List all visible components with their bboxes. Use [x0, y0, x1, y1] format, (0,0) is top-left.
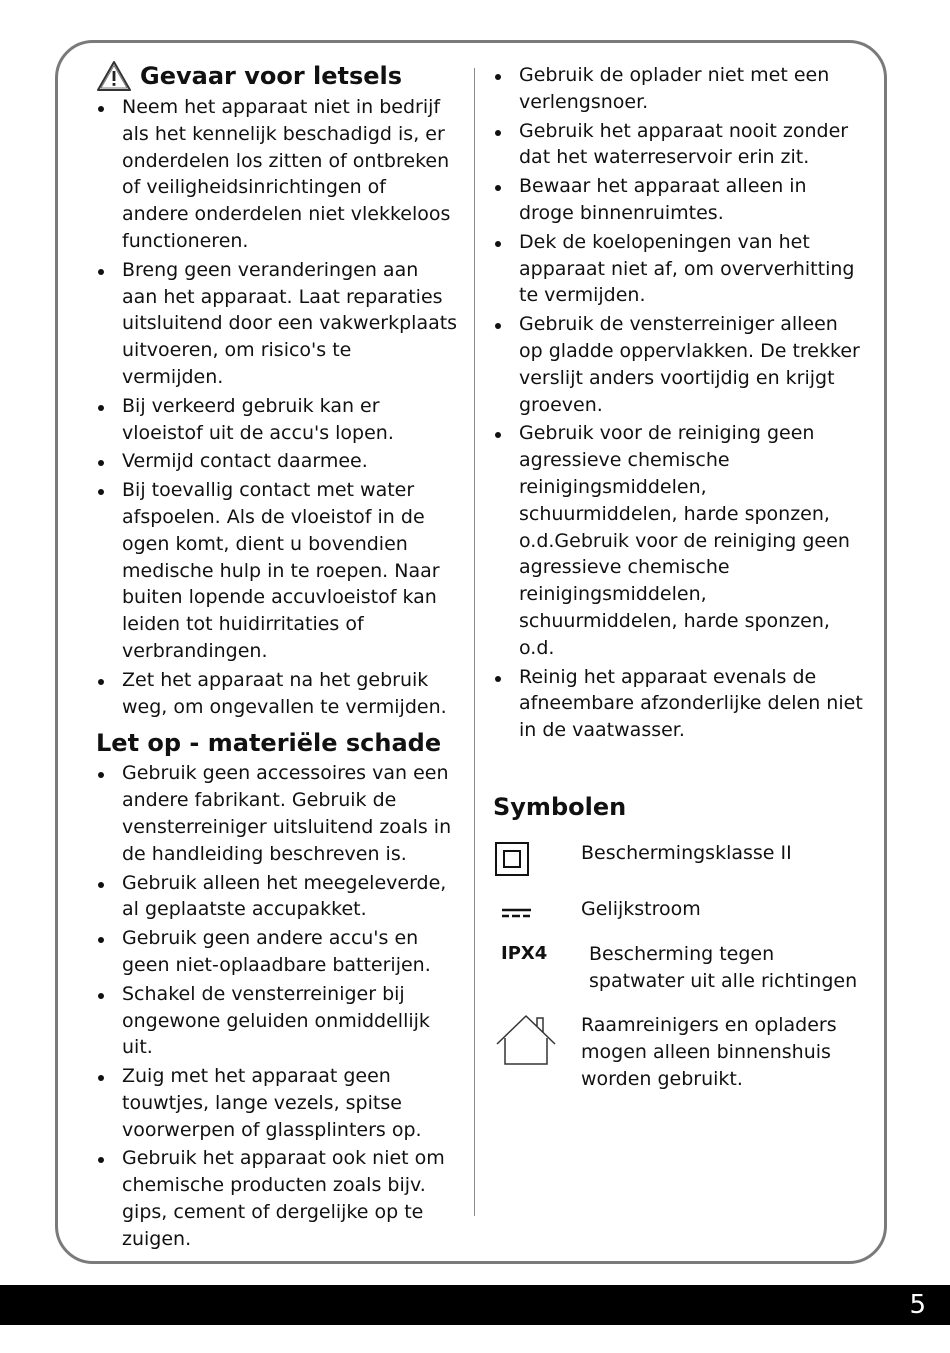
column-divider	[474, 68, 475, 1216]
list-item: Gebruik geen andere accu's en geen niet-oplaadbare batterijen.	[96, 925, 458, 979]
list-item: Breng geen veranderingen aan aan het apparaat. Laat reparaties uitsluitend door een vakwerkplaats uitvoeren, om risico's te vermijden.	[96, 257, 458, 391]
list-item: Vermijd contact daarmee.	[96, 448, 458, 475]
list-item: Gebruik het apparaat nooit zonder dat het waterreservoir erin zit.	[493, 118, 863, 172]
class2-text: Beschermingsklasse II	[581, 841, 792, 864]
right-list	[493, 62, 863, 744]
list-item: Gebruik alleen het meegeleverde, al geplaatste accupakket.	[96, 870, 458, 924]
protection-class-ii-icon	[493, 840, 531, 878]
list-item: Zet het apparaat na het gebruik weg, om ongevallen te vermijden.	[96, 667, 458, 721]
dc-text: Gelijkstroom	[581, 897, 701, 920]
symbols-heading: Symbolen	[493, 792, 627, 821]
list-item: Bij verkeerd gebruik kan er vloeistof uit de accu's lopen.	[96, 393, 458, 447]
symbol-row-class2	[493, 840, 863, 878]
list-item: Bewaar het apparaat alleen in droge binnenruimtes.	[493, 173, 863, 227]
list-item: Gebruik de oplader niet met een verlengsnoer.	[493, 62, 863, 116]
list-item: Zuig met het apparaat geen touwtjes, lange vezels, spitse voorwerpen of glassplinters op.	[96, 1063, 458, 1143]
danger-list	[96, 94, 458, 720]
list-item: Dek de koelopeningen van het apparaat niet af, om oververhitting te vermijden.	[493, 229, 863, 309]
list-item: Bij toevallig contact met water afspoelen. Als de vloeistof in de ogen komt, dient u bovendien medische hulp in te roepen. Naar buiten lopende accuvloeistof kan leiden tot huidirritaties of verbrandingen.	[96, 477, 458, 665]
list-item: Gebruik voor de reiniging geen agressieve chemische reinigingsmiddelen, schuurmiddelen, harde sponzen, o.d.Gebruik voor de reiniging geen agressieve chemische reinigingsmiddelen, schuurmiddelen, harde sponzen, o.d.	[493, 420, 863, 661]
left-column	[96, 60, 458, 1255]
danger-heading-text: Gevaar voor letsels	[140, 62, 403, 90]
warning-triangle-icon	[96, 60, 132, 92]
page-number: 5	[909, 1290, 926, 1320]
footer-bar	[0, 1285, 950, 1325]
list-item: Schakel de vensterreiniger bij ongewone geluiden onmiddellijk uit.	[96, 981, 458, 1061]
direct-current-icon	[493, 896, 531, 922]
symbol-row-indoor	[493, 1012, 863, 1092]
house-indoor-icon	[493, 1012, 557, 1068]
list-item: Gebruik geen accessoires van een andere fabrikant. Gebruik de vensterreiniger uitsluitend zoals in de handleiding beschreven is.	[96, 760, 458, 867]
list-item: Gebruik het apparaat ook niet om chemische producten zoals bijv. gips, cement of dergelijke op te zuigen.	[96, 1145, 458, 1252]
list-item: Reinig het apparaat evenals de afneembare afzonderlijke delen niet in de vaatwasser.	[493, 664, 863, 744]
damage-list	[96, 760, 458, 1252]
list-item: Neem het apparaat niet in bedrijf als het kennelijk beschadigd is, er onderdelen los zitten of ontbreken of veiligheidsinrichtingen of andere onderdelen niet vlekkeloos functioneren.	[96, 94, 458, 255]
danger-heading	[96, 60, 458, 92]
ipx4-label: IPX4	[501, 942, 548, 964]
ipx4-text: Bescherming tegen spatwater uit alle richtingen	[589, 942, 858, 992]
symbol-row-ipx4	[493, 941, 863, 995]
list-item: Gebruik de vensterreiniger alleen op gladde oppervlakken. De trekker verslijt anders voortijdig en krijgt groeven.	[493, 311, 863, 418]
damage-heading: Let op - materiële schade	[96, 729, 442, 758]
symbol-row-dc	[493, 896, 863, 923]
right-column	[493, 62, 863, 1111]
indoor-text: Raamreinigers en opladers mogen alleen binnenshuis worden gebruikt.	[581, 1014, 837, 1090]
